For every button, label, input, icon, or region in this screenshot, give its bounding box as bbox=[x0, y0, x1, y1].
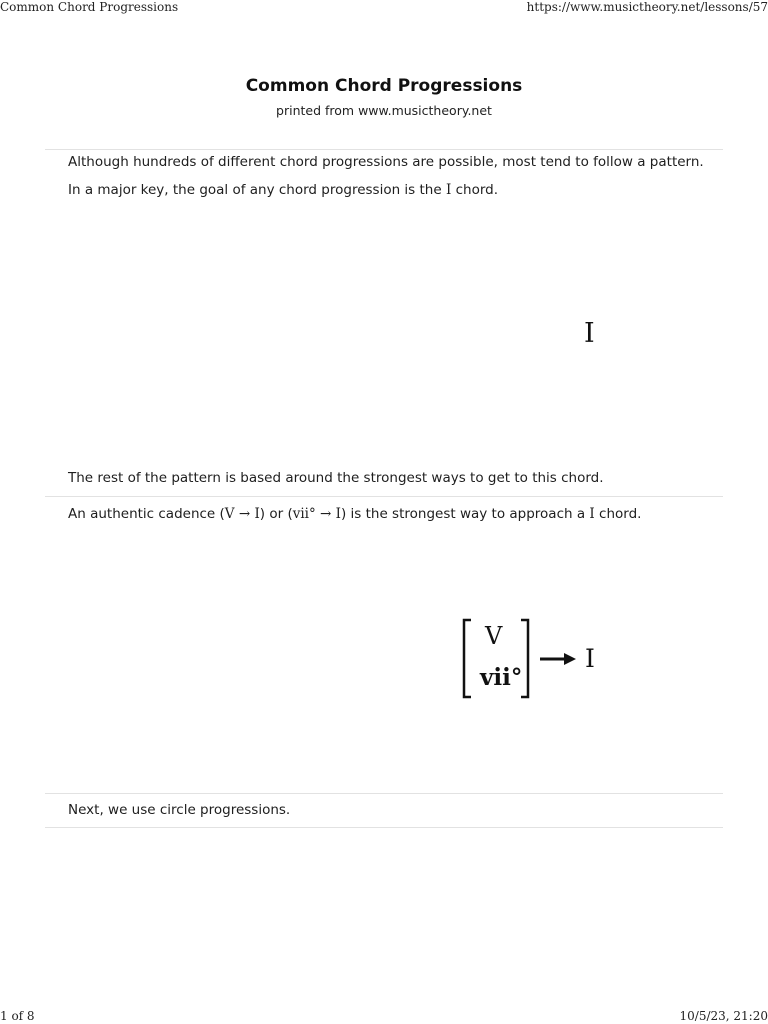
section1-line2 bbox=[68, 182, 498, 198]
print-header-url: https://www.musictheory.net/lessons/57 bbox=[526, 0, 768, 14]
print-footer-page: 1 of 8 bbox=[0, 1009, 35, 1023]
lesson-subtitle: printed from www.musictheory.net bbox=[276, 103, 492, 118]
section1-line2-chord: I bbox=[445, 182, 452, 198]
cadence-diagram bbox=[458, 616, 618, 706]
section2-chord: I bbox=[589, 506, 595, 522]
section1-line1: Although hundreds of different chord progressions are possible, most tend to follow a pattern. bbox=[68, 154, 704, 170]
tonic-chord-figure: I bbox=[584, 318, 595, 349]
section-divider bbox=[45, 149, 723, 150]
arrow-head-icon bbox=[564, 653, 576, 665]
leading-tone-chord-label: vii° bbox=[480, 664, 523, 691]
section3-text: Next, we use circle progressions. bbox=[68, 802, 291, 818]
section1-line2-after: chord. bbox=[451, 182, 499, 198]
section-divider bbox=[45, 496, 723, 497]
section-divider bbox=[45, 793, 723, 794]
section2-expr2: vii° → I bbox=[292, 506, 341, 522]
left-bracket-icon bbox=[464, 620, 471, 697]
section2-text-before: An authentic cadence ( bbox=[68, 506, 225, 522]
section1-line2-before: In a major key, the goal of any chord progression is the bbox=[68, 182, 446, 198]
target-tonic-chord-label: I bbox=[585, 644, 595, 673]
section2-text-mid: ) or ( bbox=[259, 506, 293, 522]
section2-text-mid2: ) is the strongest way to approach a bbox=[340, 506, 590, 522]
section-divider bbox=[45, 827, 723, 828]
section2-text-after: chord. bbox=[594, 506, 642, 522]
section2-expr1: V → I bbox=[224, 506, 260, 522]
print-header-title: Common Chord Progressions bbox=[0, 0, 179, 14]
dominant-chord-label: V bbox=[485, 622, 503, 650]
section1-caption: The rest of the pattern is based around the strongest ways to get to this chord. bbox=[68, 470, 604, 486]
lesson-title: Common Chord Progressions bbox=[245, 76, 523, 96]
print-footer-timestamp: 10/5/23, 21:20 bbox=[679, 1009, 768, 1023]
section2-text bbox=[68, 506, 641, 522]
